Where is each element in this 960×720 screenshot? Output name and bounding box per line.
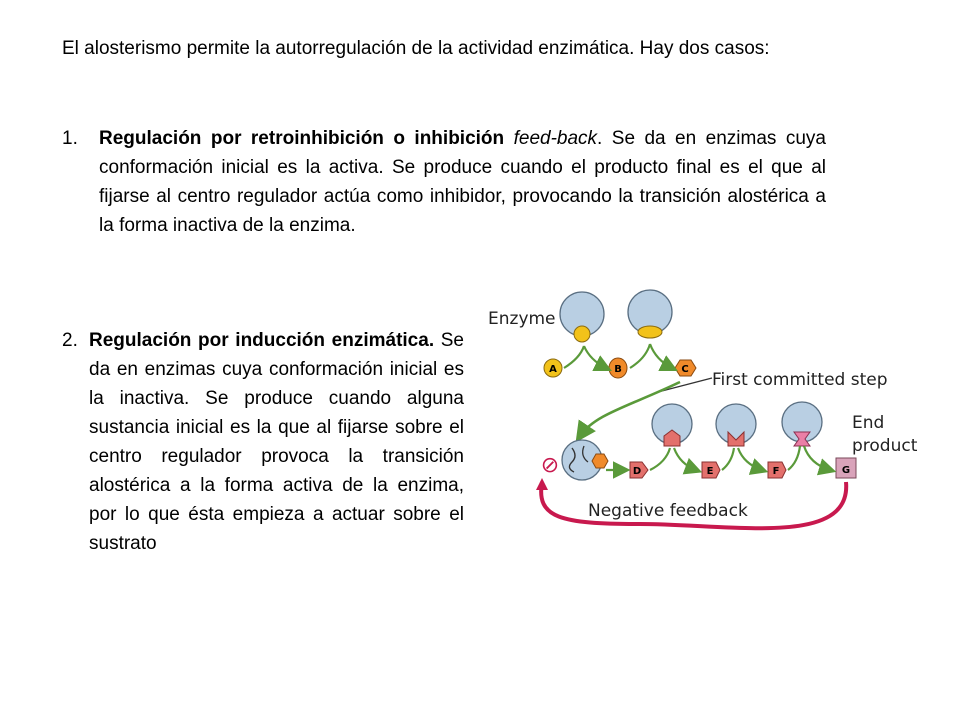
end-product-label-line1: End — [852, 413, 885, 433]
svg-text:D: D — [632, 466, 642, 477]
item-title-italic: feed-back — [513, 128, 598, 149]
svg-text:F: F — [772, 466, 780, 477]
molecule-a — [544, 359, 562, 377]
enzyme-lower-2 — [716, 404, 756, 446]
enzyme-label: Enzyme — [488, 309, 556, 329]
svg-text:A: A — [549, 364, 557, 375]
first-committed-step-label: First committed step — [712, 370, 888, 390]
inhibition-symbol: ⊘ — [540, 453, 560, 478]
svg-text:E: E — [706, 466, 714, 477]
molecule-b — [609, 358, 627, 378]
svg-text:C: C — [681, 364, 689, 375]
list-item-text — [99, 124, 826, 240]
item-body: . Se da en enzimas cuya conformación inicial es la activa. Se produce cuando el producto final es el que al fijarse al centro regulador actúa como inhibidor, provocando la transición alostérica a la forma inactiva de la enzima. — [99, 128, 826, 236]
enzyme-top-2 — [628, 290, 672, 338]
enzyme-lower-3 — [782, 402, 822, 446]
negative-feedback-label: Negative feedback — [588, 501, 748, 521]
item-title: Regulación por inducción enzimática. — [89, 330, 435, 351]
item-body: Se da en enzimas cuya conformación inicial es la inactiva. Se produce cuando alguna sustancia inicial es la que al fijarse sobre el centro regulador provoca la transición alostérica a la forma activa de la enzima, por lo que ésta empieza a actuar sobre el sustrato — [89, 330, 464, 554]
intro-paragraph: El alosterismo permite la autorregulación de la actividad enzimática. Hay dos casos: — [62, 38, 770, 59]
molecule-c — [675, 360, 696, 376]
pointer-line — [658, 378, 712, 392]
substrate-yellow-oval — [638, 326, 662, 338]
svg-text:G: G — [841, 465, 851, 476]
molecule-g — [836, 458, 856, 478]
end-product-label-line2: product — [852, 436, 918, 456]
substrate-yellow-circle — [574, 326, 590, 342]
list-item-text — [89, 326, 464, 558]
enzyme-top-1 — [560, 292, 604, 342]
list-item-retroinhibition — [62, 124, 826, 240]
item-title: Regulación por retroinhibición o inhibición — [99, 128, 505, 149]
feedback-inhibition-diagram — [480, 286, 940, 556]
molecule-d — [630, 462, 648, 478]
list-number: 2. — [62, 330, 78, 351]
allosteric-enzyme — [562, 440, 608, 480]
molecule-f — [768, 462, 786, 478]
list-number: 1. — [62, 128, 78, 149]
enzyme-lower-1 — [652, 404, 692, 446]
svg-text:B: B — [614, 364, 622, 375]
molecule-e — [702, 462, 720, 478]
list-item-induction — [62, 326, 464, 558]
